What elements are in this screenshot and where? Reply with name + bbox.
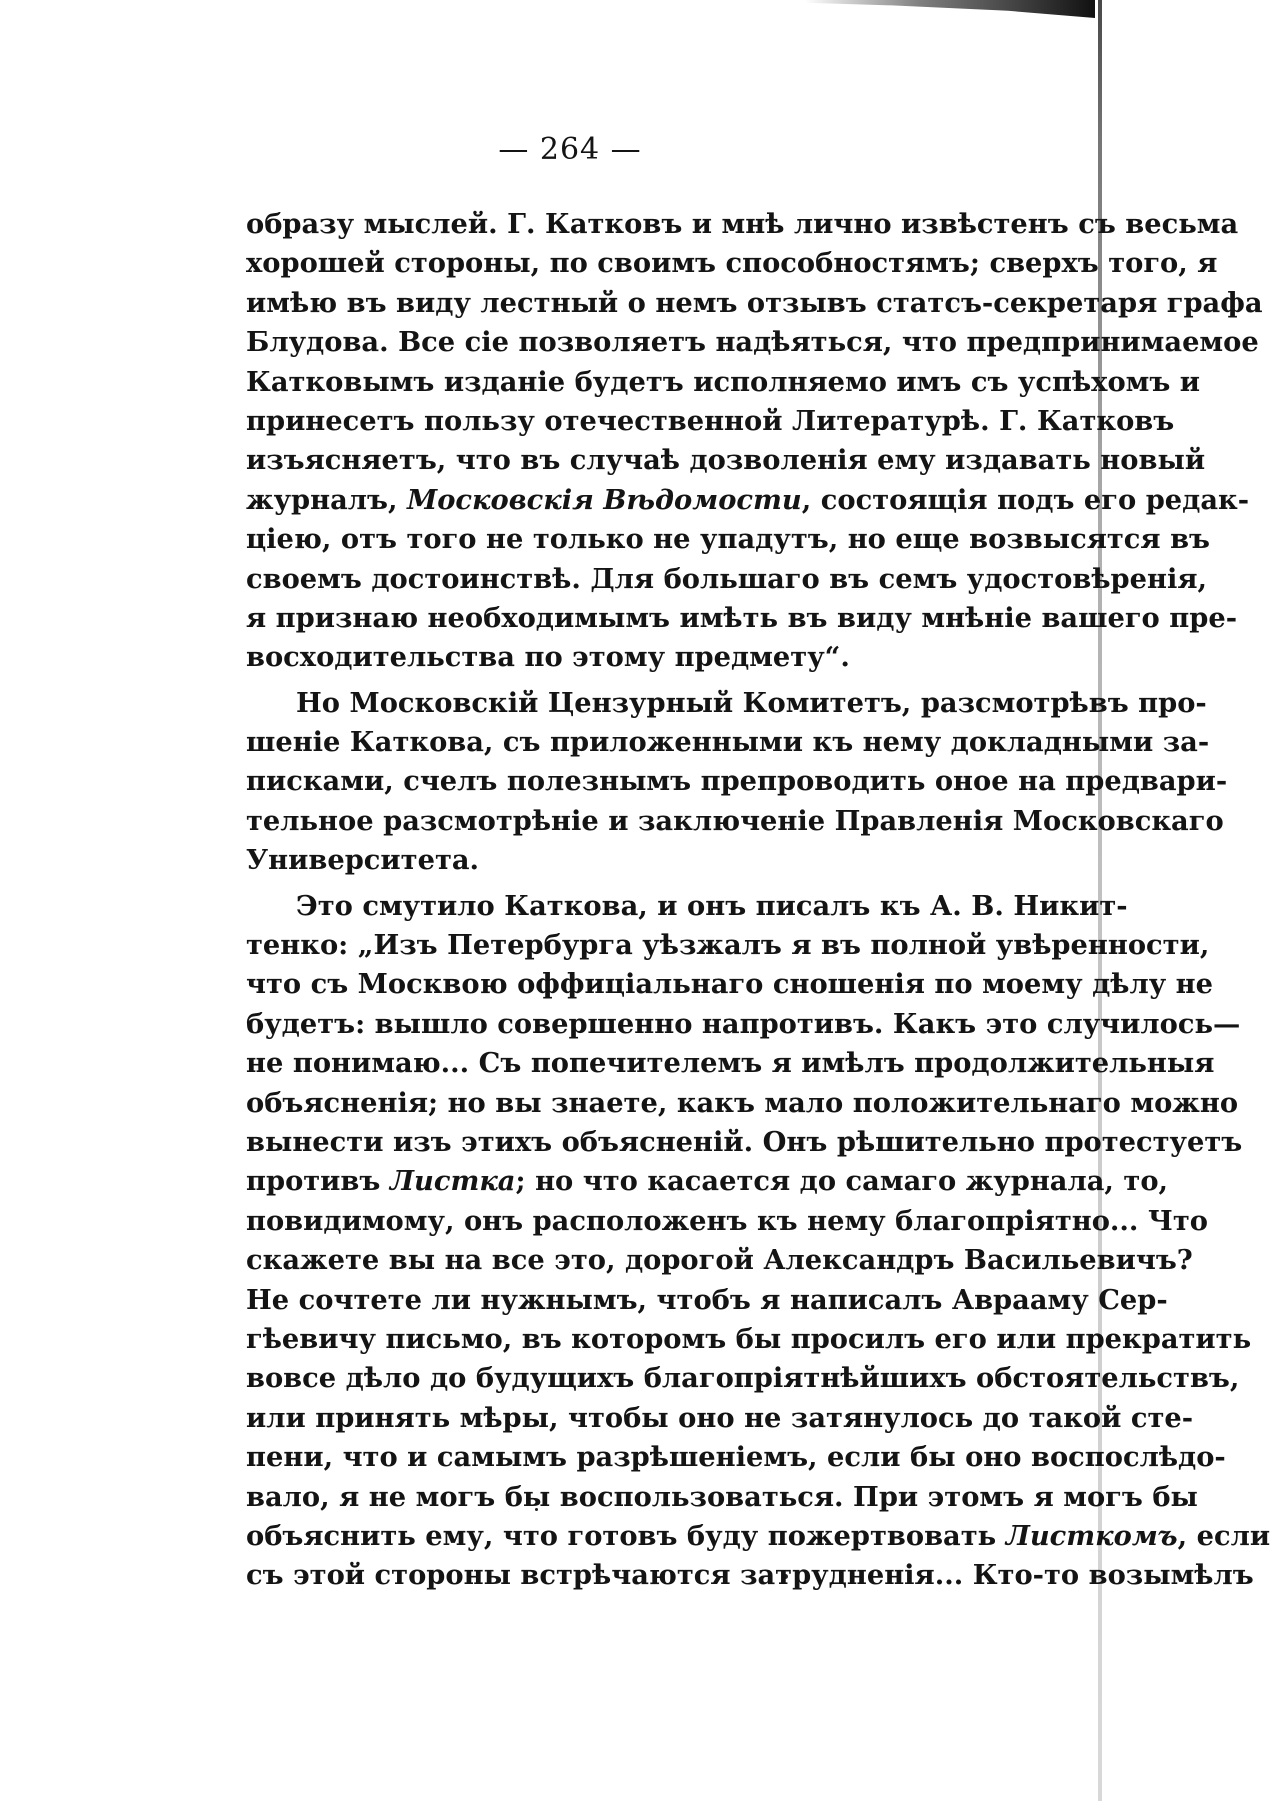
text-line: Но Московскій Цензурный Комитетъ, разсмотрѣвъ про- bbox=[296, 686, 1207, 719]
text-line: тельное разсмотрѣніе и заключеніе Правленія Московскаго bbox=[246, 804, 1224, 837]
text-line: скажете вы на все это, дорогой Александръ Васильевичъ? bbox=[246, 1244, 1193, 1277]
italic-title: Московскія Вѣдомости bbox=[406, 483, 802, 516]
page-number: — 264 — bbox=[498, 132, 642, 167]
text-line: противъ Листка; но что касается до самаго журнала, то, bbox=[246, 1165, 1169, 1198]
text-line: что съ Москвою оффиціальнаго сношенія по моему дѣлу не bbox=[246, 968, 1214, 1001]
text-line: Катковымъ изданіе будетъ исполняемо имъ съ успѣхомъ и bbox=[246, 365, 1201, 398]
text-line: съ этой стороны встрѣчаются затрудненія... Кто-то возымѣлъ bbox=[246, 1559, 1254, 1592]
text-line: я признаю необходимымъ имѣть въ виду мнѣніе вашего пре- bbox=[246, 601, 1238, 634]
scan-edge-shadow bbox=[805, 0, 1095, 18]
text-line: Это смутило Каткова, и онъ писалъ къ А. В. Никит- bbox=[296, 889, 1128, 922]
text-line: писками, счелъ полезнымъ препроводить оное на предвари- bbox=[246, 765, 1228, 798]
italic-title: Листка bbox=[389, 1165, 516, 1198]
text-line: ціею, отъ того не только не упадутъ, но еще возвысятся въ bbox=[246, 523, 1210, 556]
text-line: восходительства по этому предмету“. bbox=[246, 641, 850, 674]
body-text bbox=[246, 205, 1270, 1596]
text-line: не понимаю... Съ попечителемъ я имѣлъ продолжительныя bbox=[246, 1047, 1215, 1080]
text-line: будетъ: вышло совершенно напротивъ. Какъ это случилось— bbox=[246, 1007, 1241, 1040]
text-line: имѣю въ виду лестный о немъ отзывъ статсъ-секретаря графа bbox=[246, 286, 1263, 319]
text-line: принесетъ пользу отечественной Литературѣ. Г. Катковъ bbox=[246, 404, 1175, 437]
text-line: Блудова. Все сіе позволяетъ надѣяться, что предпринимаемое bbox=[246, 326, 1259, 359]
text-line: пени, что и самымъ разрѣшеніемъ, если бы оно воспослѣдо- bbox=[246, 1441, 1226, 1474]
text-line: повидимому, онъ расположенъ къ нему благопріятно... Что bbox=[246, 1204, 1208, 1237]
text-line: образу мыслей. Г. Катковъ и мнѣ лично извѣстенъ съ весьма bbox=[246, 208, 1239, 240]
text-line: хорошей стороны, по своимъ способностямъ; сверхъ того, я bbox=[246, 247, 1218, 280]
text-line: своемъ достоинствѣ. Для большаго въ семъ удостовѣренія, bbox=[246, 562, 1208, 595]
text-line: Университета. bbox=[246, 844, 480, 877]
text-line: Не сочтете ли нужнымъ, чтобъ я написалъ Аврааму Сер- bbox=[246, 1283, 1168, 1316]
text-line: изъясняетъ, что въ случаѣ дозволенія ему издавать новый bbox=[246, 444, 1206, 477]
text-line: вовсе дѣло до будущихъ благопріятнѣйшихъ обстоятельствъ, bbox=[246, 1362, 1240, 1395]
text-line: объясненія; но вы знаете, какъ мало положительнаго можно bbox=[246, 1086, 1239, 1119]
text-line: вало, я не могъ бы воспользоваться. При этомъ я могъ бы bbox=[246, 1480, 1198, 1513]
text-line: или принять мѣры, чтобы оно не затянулось до такой сте- bbox=[246, 1401, 1194, 1434]
text-line: объяснить ему, что готовъ буду пожертвовать Листкомъ, если bbox=[246, 1519, 1270, 1552]
text-line: вынести изъ этихъ объясненій. Онъ рѣшительно протестуетъ bbox=[246, 1125, 1243, 1158]
text-line: шеніе Каткова, съ приложенными къ нему докладными за- bbox=[246, 726, 1210, 759]
text-line: журналъ, Московскія Вѣдомости, состоящія подъ его редак- bbox=[246, 483, 1250, 516]
italic-title: Листкомъ bbox=[1005, 1519, 1178, 1552]
text-line: гѣевичу письмо, въ которомъ бы просилъ его или прекратить bbox=[246, 1322, 1252, 1355]
text-line: тенко: „Изъ Петербурга уѣзжалъ я въ полной увѣренности, bbox=[246, 929, 1210, 962]
